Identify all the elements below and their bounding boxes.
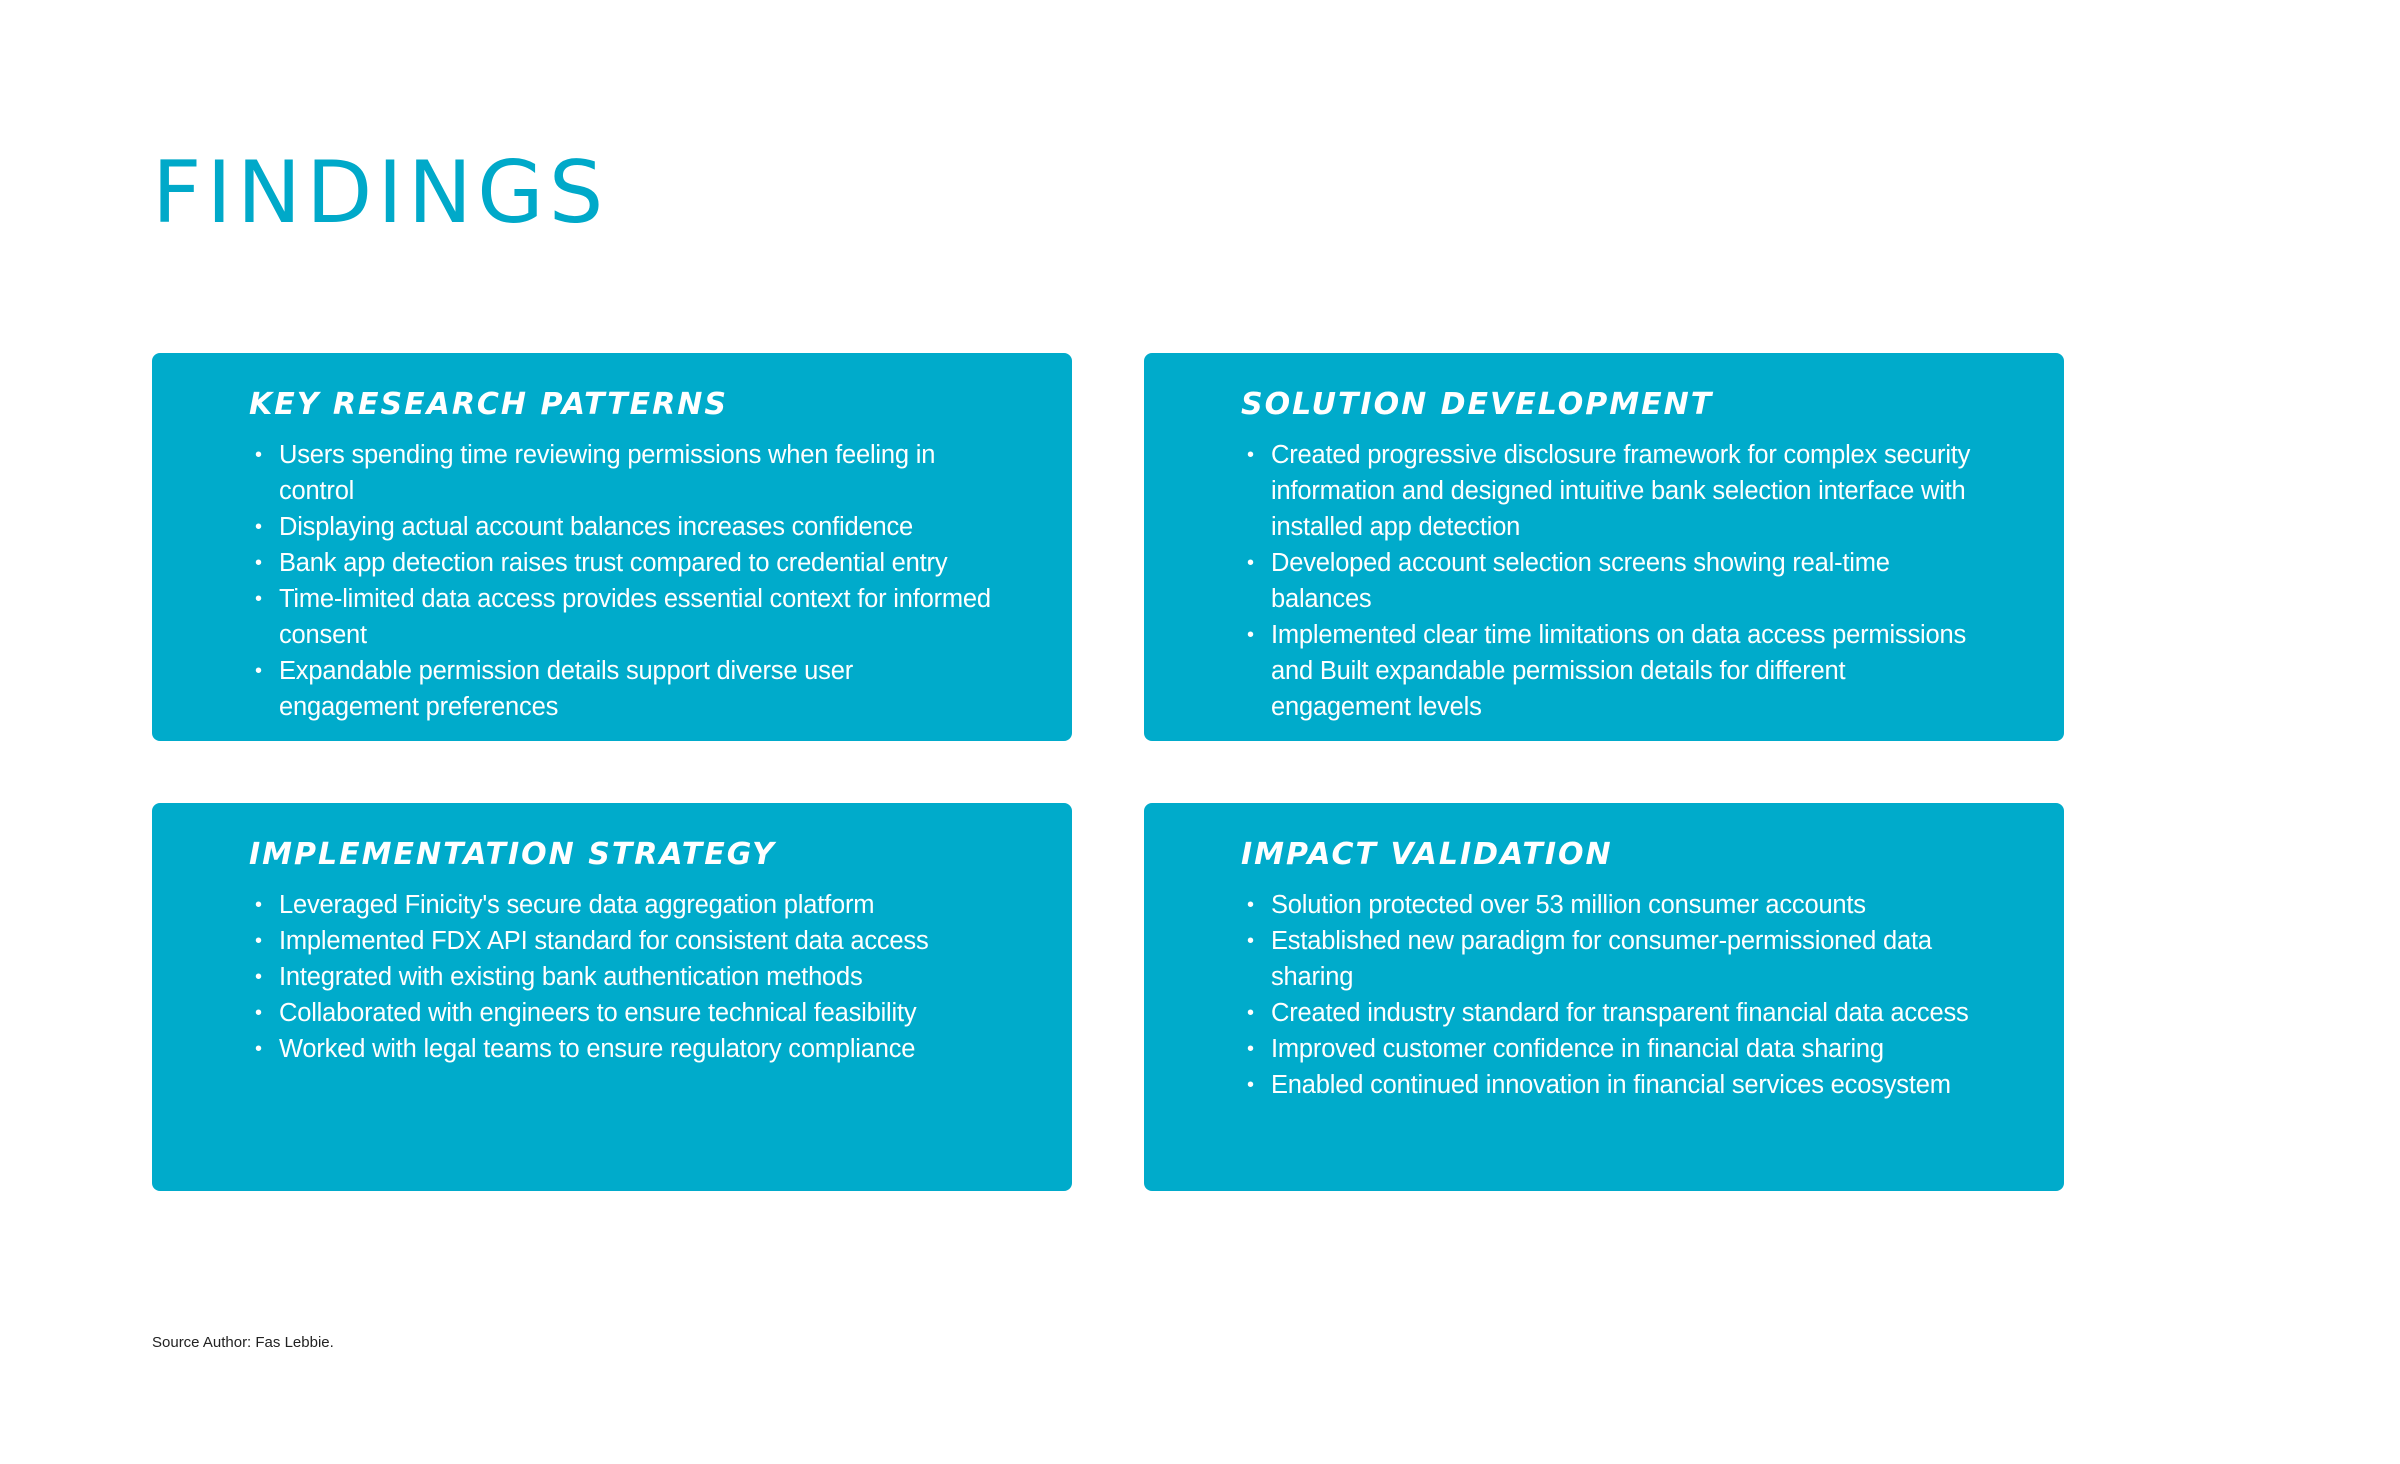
list-item xyxy=(255,1031,992,1067)
bullet-icon: • xyxy=(255,1002,262,1024)
list-item-text: Created industry standard for transparent financial data access xyxy=(1271,999,1969,1027)
bullet-icon: • xyxy=(1247,552,1254,574)
list-item-text: Solution protected over 53 million consumer accounts xyxy=(1271,891,1866,919)
list-item-text: Users spending time reviewing permissions when feeling in control xyxy=(279,441,936,505)
list-item xyxy=(255,653,992,725)
list-item-text: Enabled continued innovation in financial services ecosystem xyxy=(1271,1071,1951,1099)
list-item-text: Leveraged Finicity's secure data aggregation platform xyxy=(279,891,875,919)
bullet-list xyxy=(249,887,992,1067)
list-item-text: Collaborated with engineers to ensure technical feasibility xyxy=(279,999,917,1027)
bullet-icon: • xyxy=(1247,1002,1254,1024)
bullet-icon: • xyxy=(255,930,262,952)
list-item-text: Expandable permission details support diverse user engagement preferences xyxy=(279,657,853,721)
bullet-icon: • xyxy=(1247,894,1254,916)
list-item xyxy=(1247,617,1984,725)
list-item-text: Displaying actual account balances increases confidence xyxy=(279,513,913,541)
list-item xyxy=(255,995,992,1031)
list-item xyxy=(255,923,992,959)
list-item-text: Established new paradigm for consumer-permissioned data sharing xyxy=(1271,927,1932,991)
list-item-text: Developed account selection screens showing real-time balances xyxy=(1271,549,1890,613)
list-item xyxy=(255,437,992,509)
card-solution-development xyxy=(1144,353,2064,741)
card-implementation-strategy xyxy=(152,803,1072,1191)
card-heading: IMPACT VALIDATION xyxy=(1241,837,1613,872)
bullet-list xyxy=(249,437,992,725)
list-item xyxy=(1247,995,1984,1031)
card-impact-validation xyxy=(1144,803,2064,1191)
bullet-icon: • xyxy=(255,588,262,610)
source-attribution: Source Author: Fas Lebbie. xyxy=(152,1334,334,1351)
list-item-text: Implemented clear time limitations on data access permissions and Built expandable permission details for different engagement levels xyxy=(1271,621,1967,721)
page-title: FINDINGS xyxy=(152,143,609,243)
list-item xyxy=(255,959,992,995)
list-item-text: Worked with legal teams to ensure regulatory compliance xyxy=(279,1035,916,1063)
list-item-text: Bank app detection raises trust compared to credential entry xyxy=(279,549,948,577)
bullet-icon: • xyxy=(255,660,262,682)
bullet-icon: • xyxy=(1247,444,1254,466)
bullet-icon: • xyxy=(255,1038,262,1060)
bullet-icon: • xyxy=(1247,930,1254,952)
card-key-research-patterns xyxy=(152,353,1072,741)
card-heading: IMPLEMENTATION STRATEGY xyxy=(249,837,776,872)
list-item xyxy=(1247,437,1984,545)
list-item xyxy=(255,509,992,545)
list-item-text: Created progressive disclosure framework for complex security information and designed intuitive bank selection interface with installed app detection xyxy=(1271,441,1971,541)
bullet-icon: • xyxy=(1247,624,1254,646)
list-item-text: Improved customer confidence in financial data sharing xyxy=(1271,1035,1884,1063)
card-heading: KEY RESEARCH PATTERNS xyxy=(249,387,728,422)
list-item xyxy=(1247,545,1984,617)
list-item-text: Time-limited data access provides essential context for informed consent xyxy=(279,585,991,649)
list-item xyxy=(1247,1067,1984,1103)
list-item xyxy=(255,581,992,653)
card-heading: SOLUTION DEVELOPMENT xyxy=(1241,387,1714,422)
bullet-icon: • xyxy=(255,444,262,466)
bullet-icon: • xyxy=(255,516,262,538)
bullet-list xyxy=(1241,437,1984,725)
list-item xyxy=(1247,887,1984,923)
bullet-icon: • xyxy=(255,552,262,574)
list-item xyxy=(1247,1031,1984,1067)
bullet-icon: • xyxy=(255,966,262,988)
list-item-text: Integrated with existing bank authentication methods xyxy=(279,963,863,991)
bullet-icon: • xyxy=(1247,1038,1254,1060)
list-item xyxy=(255,545,992,581)
list-item xyxy=(1247,923,1984,995)
bullet-list xyxy=(1241,887,1984,1103)
bullet-icon: • xyxy=(255,894,262,916)
list-item-text: Implemented FDX API standard for consistent data access xyxy=(279,927,929,955)
bullet-icon: • xyxy=(1247,1074,1254,1096)
list-item xyxy=(255,887,992,923)
